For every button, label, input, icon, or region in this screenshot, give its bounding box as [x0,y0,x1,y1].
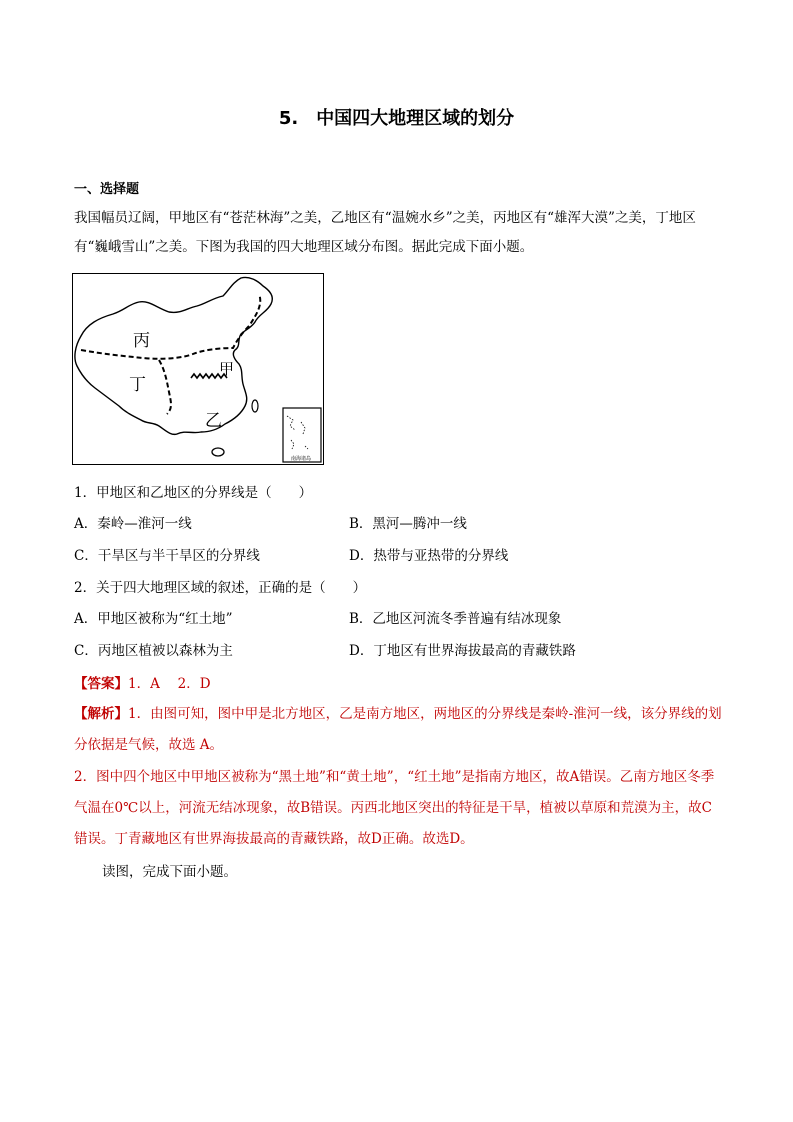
region-label-yi: 乙 [205,411,222,431]
region-map [72,273,324,465]
china-outline [75,277,272,434]
analysis-text-1: 1．由图可知，图中甲是北方地区，乙是南方地区，两地区的分界线是秦岭-淮河一线，该分界线的划分依据是气候，故选 A。 [74,706,722,753]
question-stem: 我国幅员辽阔，甲地区有“苍茫林海”之美，乙地区有“温婉水乡”之美，丙地区有“雄浑大漠”之美，丁地区有“巍峨雪山”之美。下图为我国的四大地理区域分布图。据此完成下面小题。 [74,210,696,255]
inset-caption: 南海诸岛 [291,456,312,462]
q1-option-d: D．热带与亚热带的分界线 [349,548,509,564]
q2-option-c: C．丙地区植被以森林为主 [74,643,233,659]
south-china-sea-inset [283,408,321,462]
taiwan-island [252,400,258,412]
analysis-paragraph-2: 2．图中四个地区中甲地区被称为“黑土地”和“黄土地”，“红土地”是指南方地区，故A错误。乙南方地区冬季气温在0℃以上，河流无结冰现象，故B错误。丙西北地区突出的特征是干旱，植被以草原和荒漠为主，故C错误。丁青藏地区有世界海拔最高的青藏铁路，故D正确。故选D。 [74,769,715,847]
hainan-island [212,448,224,456]
page-title [0,104,793,130]
boundary-tibet [159,360,171,414]
region-label-ding: 丁 [129,375,146,395]
question-2-stem: 2．关于四大地理区域的叙述，正确的是（ ） [74,580,367,596]
region-label-jia: 甲 [219,360,235,378]
title-text: 中国四大地理区域的划分 [316,108,515,129]
question-1-stem: 1．甲地区和乙地区的分界线是（ ） [74,485,313,501]
analysis-label: 【解析】 [74,706,128,722]
q2-option-a: A．甲地区被称为“红土地” [74,611,233,627]
answer-text: 1．A 2．D [128,676,211,692]
q1-option-b: B．黑河—腾冲一线 [349,516,467,532]
boundary-northwest [81,294,260,359]
title-number: 5. [278,108,299,129]
q2-option-b: B．乙地区河流冬季普遍有结冰现象 [349,611,562,627]
section-heading: 一、选择题 [74,182,140,197]
next-instruction: 读图，完成下面小题。 [102,864,237,880]
region-label-bing: 丙 [133,331,150,351]
analysis-paragraph-1 [74,699,724,761]
q1-option-a: A．秦岭—淮河一线 [74,516,192,532]
china-map-drawing [73,274,322,463]
q1-option-c: C．干旱区与半干旱区的分界线 [74,548,260,564]
q2-option-d: D．丁地区有世界海拔最高的青藏铁路 [349,643,576,659]
answer-label: 【答案】 [74,676,128,692]
answer-line [74,674,211,694]
